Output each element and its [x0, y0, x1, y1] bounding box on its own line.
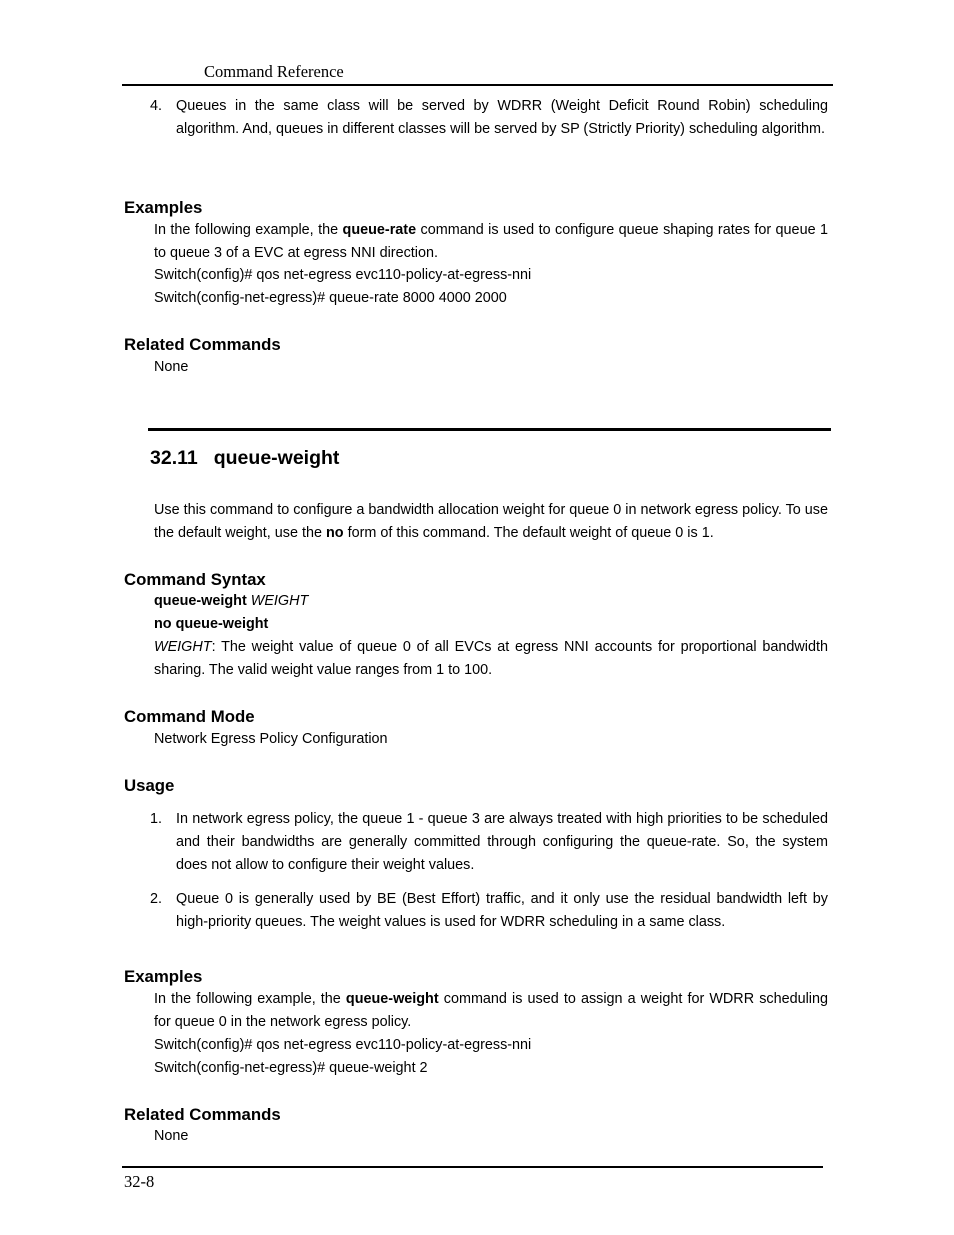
- example-intro: In the following example, the queue-rate command is used to configure queue shaping rates for queue 1 to queue 3 of a EVC at egress NNI direction.: [154, 222, 828, 261]
- syntax-line: [154, 590, 308, 613]
- syntax-command: queue-weight: [154, 593, 247, 609]
- syntax-no-command: no queue-weight: [154, 616, 269, 632]
- section-heading-examples: Examples: [124, 198, 203, 217]
- command-name: queue-rate: [342, 222, 417, 238]
- running-header: Command Reference: [204, 62, 344, 81]
- section-title: [150, 446, 339, 470]
- command-description: Use this command to configure a bandwidth allocation weight for queue 0 in network egress policy. To use the default weight, use the no form of this command. The default weight of queue 0 is 1.: [154, 502, 828, 541]
- section-name: queue-weight: [213, 447, 340, 469]
- code-line: Switch(config-net-egress)# queue-rate 8000 4000 2000: [154, 290, 507, 306]
- code-line: Switch(config-net-egress)# queue-weight 2: [154, 1060, 428, 1076]
- code-line: Switch(config)# qos net-egress evc110-policy-at-egress-nni: [154, 267, 532, 283]
- code-line: Switch(config)# qos net-egress evc110-policy-at-egress-nni: [154, 1037, 532, 1053]
- section-heading-related: Related Commands: [124, 1105, 281, 1124]
- list-item-text: In network egress policy, the queue 1 - queue 3 are always treated with high priorities to be scheduled and their bandwidths are generally committed through configuring the queue-rate. So, the system does not allow to configure their weight values.: [176, 811, 828, 873]
- section-heading-usage: Usage: [124, 776, 175, 795]
- list-item-number: 1.: [150, 811, 163, 827]
- list-item-text: Queues in the same class will be served by WDRR (Weight Deficit Round Robin) scheduling algorithm. And, queues in different classes will be served by SP (Strictly Priority) scheduling algorithm.: [176, 98, 828, 137]
- section-number: 32.11: [150, 447, 198, 469]
- section-heading-mode: Command Mode: [124, 707, 255, 726]
- list-item-number: 2.: [150, 891, 163, 907]
- header-rule: [122, 84, 833, 86]
- section-heading-syntax: Command Syntax: [124, 570, 266, 589]
- param-name: WEIGHT: [154, 639, 212, 655]
- related-commands-text: None: [154, 1128, 189, 1144]
- section-rule: [148, 428, 831, 431]
- example-intro: In the following example, the queue-weight command is used to assign a weight for WDRR scheduling for queue 0 in the network egress policy.: [154, 991, 829, 1030]
- syntax-param: WEIGHT: [250, 593, 309, 609]
- no-keyword: no: [326, 525, 344, 541]
- section-heading-examples: Examples: [124, 967, 203, 986]
- page-number: 32-8: [124, 1172, 155, 1191]
- footer-rule: [122, 1166, 823, 1168]
- list-item-number: 4.: [150, 98, 163, 114]
- command-mode-text: Network Egress Policy Configuration: [154, 731, 388, 747]
- list-item-text: Queue 0 is generally used by BE (Best Effort) traffic, and it only use the residual bandwidth left by high-priority queues. The weight values is used for WDRR scheduling in a same class.: [176, 891, 828, 930]
- param-description: WEIGHT: The weight value of queue 0 of all EVCs at egress NNI accounts for proportional bandwidth sharing. The valid weight value ranges from 1 to 100.: [154, 639, 828, 678]
- syntax-no-line: [154, 613, 268, 636]
- related-commands-text: None: [154, 359, 189, 375]
- command-name: queue-weight: [345, 991, 439, 1007]
- section-heading-related: Related Commands: [124, 335, 281, 354]
